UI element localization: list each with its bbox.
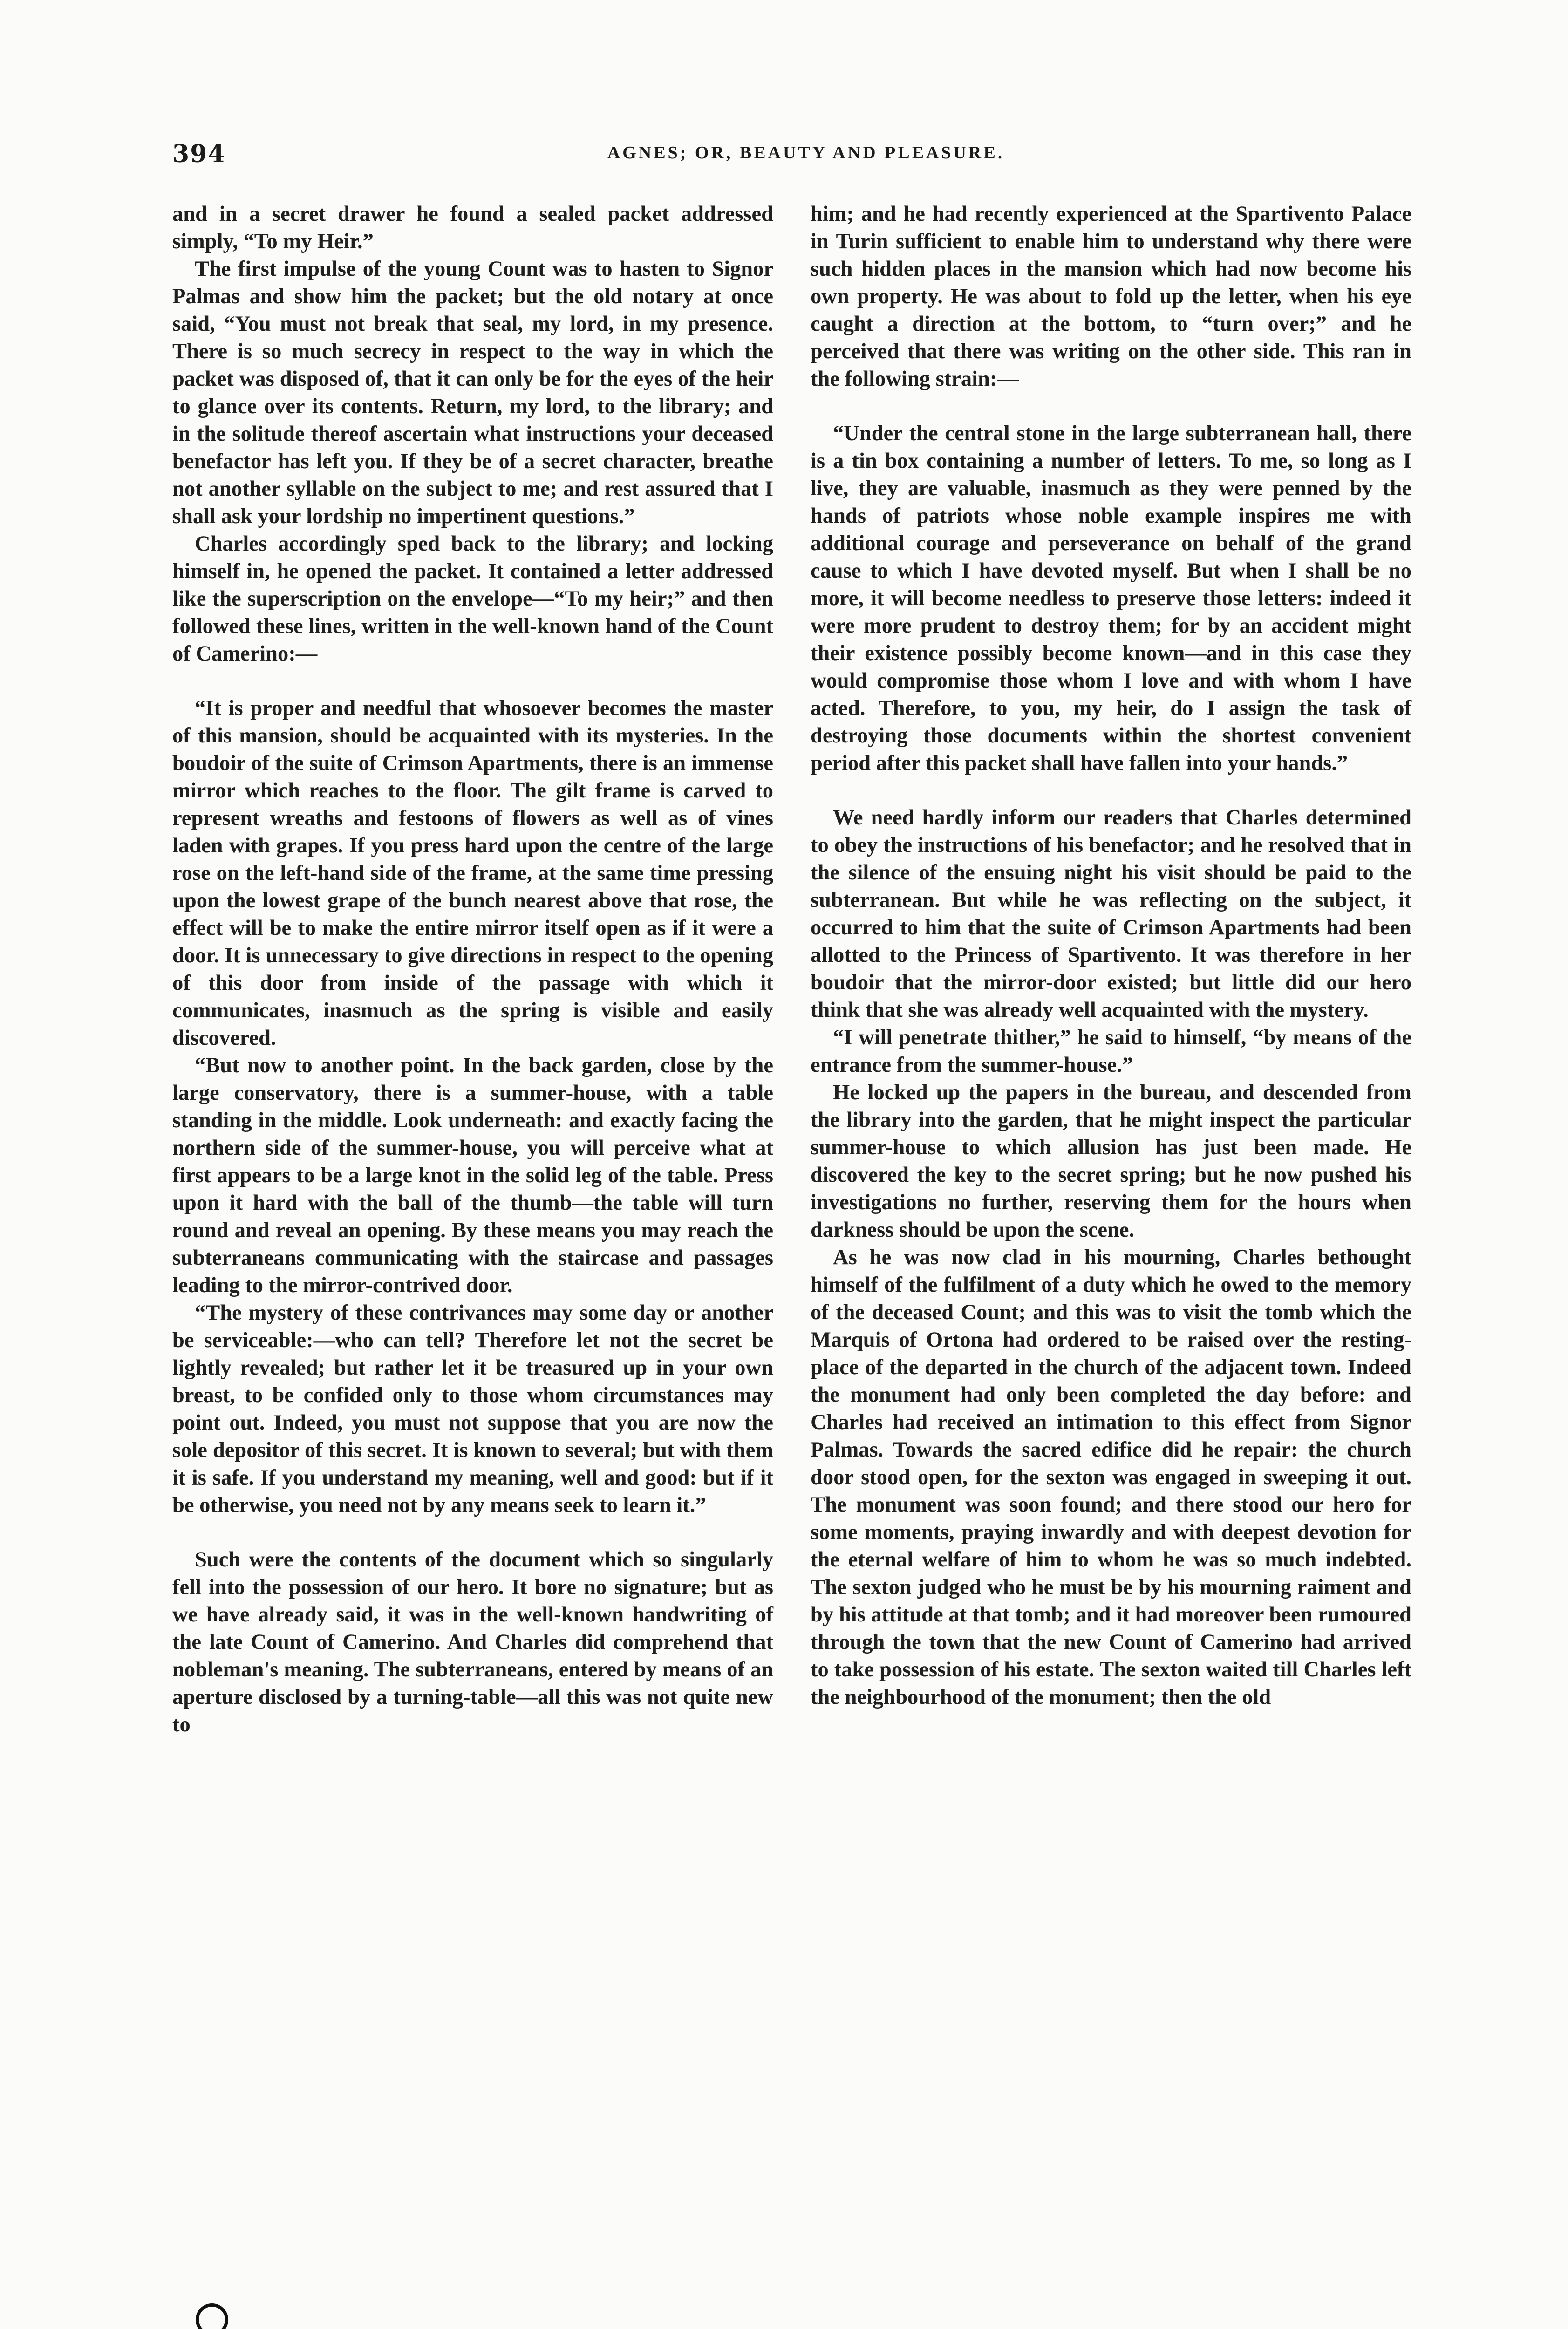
paragraph: Charles accordingly sped back to the library; and locking himself in, he opened the packet. It contained a letter addressed like the superscription on the envelope—“To my heir;” and then followed these lines, written in the well-known hand of the Count of Camerino:— bbox=[172, 532, 773, 666]
letter-paragraph: “But now to another point. In the back garden, close by the large conservatory, there is a summer-house, with a table standing in the middle. Look underneath: and exactly facing the northern side of the summer-house, you will perceive what at first appears to be a large knot in the solid leg of the table. Press upon it hard with the ball of the thumb—the table will turn round and reveal an opening. By these means you may reach the subterraneans communicating with the staircase and passages leading to the mirror-contrived door. bbox=[172, 1054, 773, 1297]
paragraph: We need hardly inform our readers that Charles determined to obey the instructions of his benefactor; and he resolved that in the silence of the ensuing night his visit should be paid to the subterranean. But while he was reflecting on the subject, it occurred to him that the suite of Crimson Apartments had been allotted to the Princess of Spartivento. It was therefore in her boudoir that the mirror-door existed; but little did our hero think that she was already well acquainted with the mystery. bbox=[811, 806, 1411, 1022]
paragraph: and in a secret drawer he found a sealed packet addressed simply, “To my Heir.” bbox=[172, 202, 773, 253]
right-column bbox=[811, 200, 1411, 1711]
paragraph: “I will penetrate thither,” he said to himself, “by means of the entrance from the summer-house.” bbox=[811, 1026, 1411, 1077]
left-column bbox=[172, 200, 773, 1738]
letter-paragraph: “The mystery of these contrivances may some day or another be serviceable:—who can tell? Therefore let not the secret be lightly revealed; but rather let it be treasured up in your own breast, to be confided only to those whom circumstances may point out. Indeed, you must not suppose that you are now the sole depositor of this secret. It is known to several; but with them it is safe. If you understand my meaning, well and good: but if it be otherwise, you need not by any means seek to learn it.” bbox=[172, 1301, 773, 1517]
running-title: AGNES; OR, BEAUTY AND PLEASURE. bbox=[607, 143, 1005, 163]
paragraph: As he was now clad in his mourning, Charles bethought himself of the fulfilment of a duty which he owed to the memory of the deceased Count; and this was to visit the tomb which the Marquis of Ortona had ordered to be raised over the resting-place of the departed in the church of the adjacent town. Indeed the monument had only been completed the day before: and Charles had received an intimation to this effect from Signor Palmas. Towards the sacred edifice did he repair: the church door stood open, for the sexton was engaged in sweeping it out. The monument was soon found; and there stood our hero for some moments, praying inwardly and with deepest devotion for the eternal welfare of him to whom he was so much indebted. The sexton judged who he must be by his mourning raiment and by his attitude at that tomb; and it had moreover been rumoured through the town that the new Count of Camerino had arrived to take possession of his estate. The sexton waited till Charles left the neighbourhood of the monument; then the old bbox=[811, 1246, 1411, 1709]
ink-circle-mark bbox=[196, 2303, 228, 2329]
paragraph: him; and he had recently experienced at the Spartivento Palace in Turin sufficient to enable him to understand why there were such hidden places in the mansion which had now become his own property. He was about to fold up the letter, when his eye caught a direction at the bottom, to “turn over;” and he perceived that there was writing on the other side. This ran in the following strain:— bbox=[811, 202, 1411, 391]
column-divider bbox=[792, 205, 793, 2292]
paragraph: He locked up the papers in the bureau, and descended from the library into the garden, that he might inspect the particular summer-house to which allusion has just been made. He discovered the key to the secret spring; but he now pushed his investigations no further, reserving them for the hours when darkness should be upon the scene. bbox=[811, 1081, 1411, 1242]
paragraph: Such were the contents of the document which so singularly fell into the possession of our hero. It bore no signature; but as we have already said, it was in the well-known handwriting of the late Count of Camerino. And Charles did comprehend that nobleman's meaning. The subterraneans, entered by means of an aperture disclosed by a turning-table—all this was not quite new to bbox=[172, 1548, 773, 1737]
letter-paragraph: “Under the central stone in the large subterranean hall, there is a tin box containing a number of letters. To me, so long as I live, they are valuable, inasmuch as they were penned by the hands of patriots whose noble example inspires me with additional courage and perseverance on behalf of the grand cause to which I have devoted myself. But when I shall be no more, it will become needless to preserve those letters: indeed it were more prudent to destroy them; for by an accident might their existence possibly become known—and in this case they would compromise those whom I love and with whom I have acted. Therefore, to you, my heir, do I assign the task of destroying those documents within the shortest convenient period after this packet shall have fallen into your hands.” bbox=[811, 422, 1411, 775]
letter-paragraph: “It is proper and needful that whosoever becomes the master of this mansion, should be acquainted with its mysteries. In the boudoir of the suite of Crimson Apartments, there is an immense mirror which reaches to the floor. The gilt frame is carved to represent wreaths and festoons of flowers as well as of vines laden with grapes. If you press hard upon the centre of the large rose on the left-hand side of the frame, at the same time pressing upon the lowest grape of the bunch nearest above that rose, the effect will be to make the entire mirror itself open as if it were a door. It is unnecessary to give directions in respect to the opening of this door from inside of the passage with which it communicates, inasmuch as the spring is visible and easily discovered. bbox=[172, 696, 773, 1050]
paragraph: The first impulse of the young Count was to hasten to Signor Palmas and show him the packet; but the old notary at once said, “You must not break that seal, my lord, in my presence. There is so much secrecy in respect to the way in which the packet was disposed of, that it can only be for the eyes of the heir to glance over its contents. Return, my lord, to the library; and in the solitude thereof ascertain what instructions your deceased benefactor has left you. If they be of a secret character, breathe not another syllable on the subject to me; and rest assured that I shall ask your lordship no impertinent questions.” bbox=[172, 257, 773, 528]
page-number: 394 bbox=[172, 140, 226, 168]
page-header bbox=[172, 140, 1439, 177]
